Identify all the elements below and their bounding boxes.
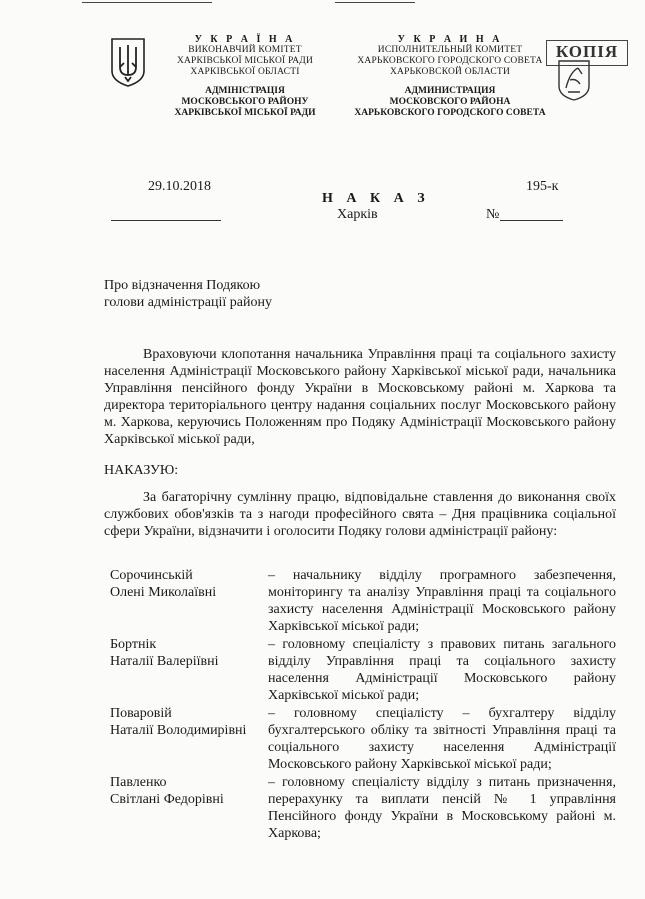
person-position: – начальнику відділу програмного забезпечення, моніторингу та аналізу Управління праці та соціального захисту населення Адміністрації Московського району Харківської міської ради;: [268, 568, 616, 634]
committee-line: ХАРЬКОВСКОЙ ОБЛАСТИ: [390, 67, 510, 77]
person-given-name: Світлані Федорівні: [110, 792, 224, 807]
person-name: [110, 774, 268, 842]
admin-line: ХАРКІВСЬКОЇ МІСЬКОЇ РАДИ: [174, 108, 316, 118]
person-position: – головному спеціалісту – бухгалтеру відділу бухгалтерського обліку та звітності Управління праці та соціального захисту населення Адміністрації Московського району Харківської міської ради;: [268, 706, 616, 772]
top-edge-line: [335, 2, 415, 3]
decree-paragraph: За багаторічну сумлінну працю, відповідальне ставлення до виконання своїх службових обов'язків та з нагоди професійного свята – Дня працівника соціальної сфери України, відзначити і оголосити Подяку голови адміністрації району:: [104, 490, 616, 539]
order-title: Н А К А З: [322, 191, 430, 206]
decree-word: НАКАЗУЮ:: [104, 463, 179, 478]
list-item: [110, 705, 616, 773]
committee-line: ХАРЬКОВСКОГО ГОРОДСКОГО СОВЕТА: [357, 56, 543, 66]
person-name: [110, 636, 268, 704]
administration-block: [160, 86, 330, 119]
administration-block: [350, 86, 550, 119]
order-city: Харків: [337, 207, 378, 222]
list-item: [110, 774, 616, 842]
committee-line: ВИКОНАВЧИЙ КОМІТЕТ: [188, 45, 302, 55]
country-name: У К Р А Ї Н А: [194, 34, 296, 45]
person-given-name: Олені Миколаївні: [110, 585, 217, 600]
header-russian: [350, 34, 550, 119]
person-surname: Павленко: [110, 775, 167, 790]
person-given-name: Наталії Валеріївні: [110, 654, 219, 669]
committee-line: ХАРКІВСЬКОЇ ОБЛАСТІ: [190, 67, 300, 77]
country-name: У К Р А И Н А: [397, 34, 503, 45]
preamble-paragraph: Враховуючи клопотання начальника Управління праці та соціального захисту населення Адміністрації Московського району Харківської міської ради, начальника Управління пенсійного фонду України в Московському районі м. Харкова та директора територіального центру надання соціальних послуг Московського району м. Харкова, керуючись Положенням про Подяку Адміністрації Московського району Харківської міської ради,: [104, 347, 616, 447]
persons-list: [110, 567, 616, 842]
admin-line: МОСКОВСКОГО РАЙОНА: [389, 97, 511, 107]
person-surname: Бортнік: [110, 637, 157, 652]
kharkiv-city-emblem-icon: [556, 58, 592, 102]
person-position: – головному спеціалісту відділу з питань призначення, перерахунку та виплати пенсій № 1 управління Пенсійного фонду України в Московському районі м. Харкова;: [268, 775, 616, 841]
subject-line: голови адміністрації району: [104, 295, 272, 310]
order-number: 195-к: [526, 179, 559, 194]
person-name: [110, 567, 268, 635]
trident-coat-of-arms-icon: [110, 37, 146, 87]
order-subject: [104, 277, 272, 311]
committee-line: ХАРКІВСЬКОЇ МІСЬКОЇ РАДИ: [176, 56, 314, 66]
admin-line: МОСКОВСЬКОГО РАЙОНУ: [181, 97, 309, 107]
order-date: 29.10.2018: [148, 179, 211, 194]
person-position: – головному спеціалісту з правових питань загального відділу Управління праці та соціального захисту населення Адміністрації Московського району Харківської міської ради;: [268, 637, 616, 703]
number-underline: [500, 220, 563, 221]
admin-line: ХАРЬКОВСКОГО ГОРОДСКОГО СОВЕТА: [354, 108, 546, 118]
person-surname: Поваровій: [110, 706, 172, 721]
date-underline: [111, 220, 221, 221]
header-ukrainian: [160, 34, 330, 119]
person-given-name: Наталії Володимирівні: [110, 723, 247, 738]
person-name: [110, 705, 268, 773]
list-item: [110, 567, 616, 635]
admin-line: АДМИНИСТРАЦИЯ: [404, 86, 496, 96]
person-surname: Сорочинській: [110, 568, 193, 583]
list-item: [110, 636, 616, 704]
top-edge-line: [82, 2, 212, 3]
stamp-text: КОПІЯ: [555, 42, 619, 61]
admin-line: АДМІНІСТРАЦІЯ: [205, 86, 285, 96]
subject-line: Про відзначення Подякою: [104, 278, 261, 293]
committee-line: ИСПОЛНИТЕЛЬНЫЙ КОМИТЕТ: [377, 45, 523, 55]
number-sign: №: [486, 207, 500, 222]
